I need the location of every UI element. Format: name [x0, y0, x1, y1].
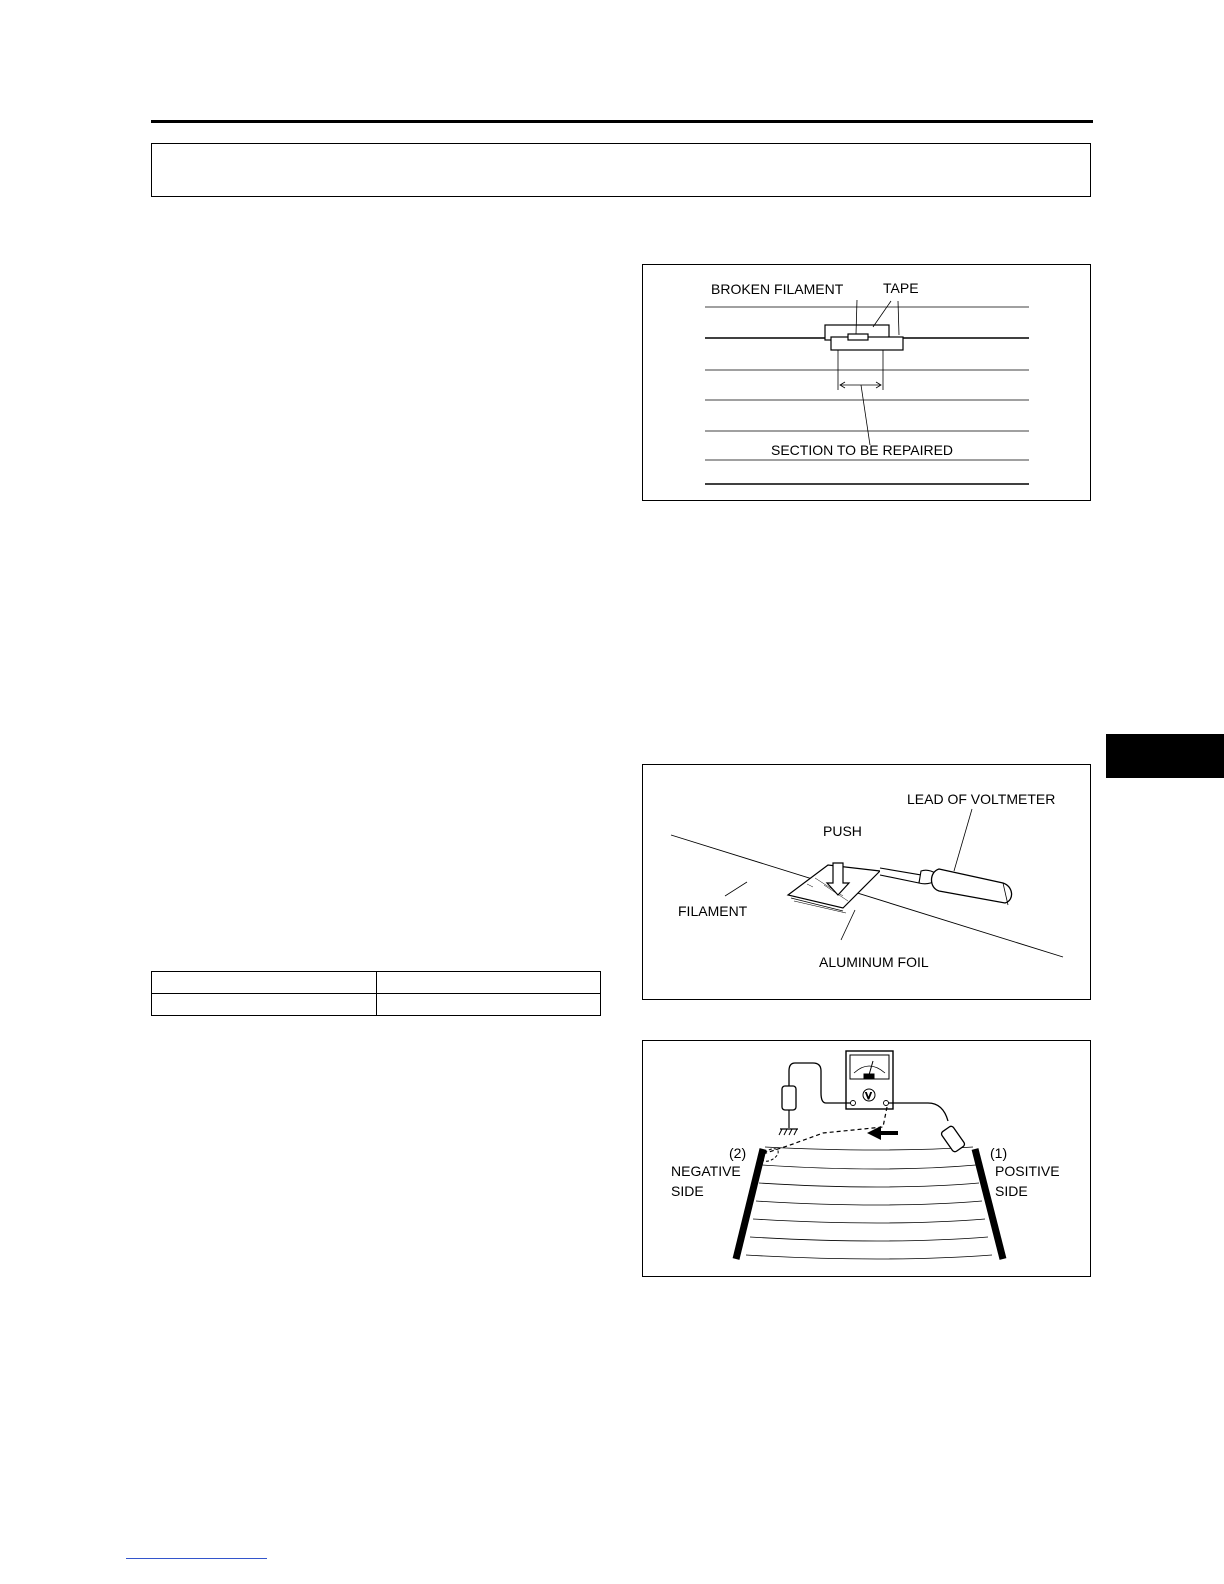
heater-filament: [746, 1255, 992, 1259]
table-cell: [152, 972, 377, 994]
label-tape: TAPE: [883, 280, 919, 296]
table-cell: [376, 994, 601, 1016]
figure-filament-repair: [642, 264, 1091, 501]
voltmeter-probe-handle: [932, 869, 1012, 903]
figure-voltmeter-lead: [642, 764, 1091, 1000]
meter-symbol: V: [865, 1091, 872, 1101]
label-negative-side: SIDE: [671, 1183, 704, 1199]
label-broken-filament: BROKEN FILAMENT: [711, 281, 844, 297]
figure-filament-repair-drawing: [643, 265, 1090, 500]
heater-filament: [753, 1219, 985, 1223]
table-cell: [376, 972, 601, 994]
label-push: PUSH: [823, 823, 862, 839]
label-section-to-be-repaired: SECTION TO BE REPAIRED: [771, 442, 954, 458]
heater-filament: [750, 1237, 988, 1241]
heater-filament: [765, 1147, 973, 1150]
leader-foil: [841, 910, 855, 940]
label-positive-side: SIDE: [995, 1183, 1028, 1199]
leader-tape: [898, 301, 899, 335]
figure-voltmeter-lead-drawing: [643, 765, 1090, 999]
leader-filament: [725, 882, 747, 896]
leader-section: [861, 385, 870, 445]
figure-voltage-check: [642, 1040, 1091, 1277]
footer-link-underline[interactable]: [126, 1558, 267, 1559]
label-lead-of-voltmeter: LEAD OF VOLTMETER: [907, 791, 1056, 807]
table-row: [152, 994, 601, 1016]
figure-voltage-check-drawing: [643, 1041, 1090, 1276]
header-box: [151, 143, 1091, 197]
label-positive: POSITIVE: [995, 1163, 1060, 1179]
label-number-2: (2): [729, 1145, 747, 1161]
section-tab: [1106, 734, 1224, 778]
label-aluminum-foil: ALUMINUM FOIL: [819, 954, 929, 970]
ground-lead: [789, 1063, 851, 1103]
top-rule: [151, 120, 1093, 123]
leader-tape: [873, 301, 891, 327]
heater-filament: [756, 1201, 982, 1205]
spec-table: [151, 971, 601, 1016]
heater-filament: [762, 1165, 976, 1169]
broken-filament-mark: [848, 334, 868, 340]
leader-lead: [954, 809, 972, 871]
label-negative: NEGATIVE: [671, 1163, 741, 1179]
ground-probe: [782, 1086, 796, 1110]
heater-filament: [759, 1183, 979, 1187]
table-cell: [152, 994, 377, 1016]
positive-lead: [888, 1103, 948, 1121]
label-filament: FILAMENT: [678, 903, 748, 919]
ground-symbol-icon: [779, 1129, 798, 1135]
label-number-1: (1): [990, 1145, 1008, 1161]
table-row: [152, 972, 601, 994]
voltmeter-icon: [846, 1051, 893, 1109]
